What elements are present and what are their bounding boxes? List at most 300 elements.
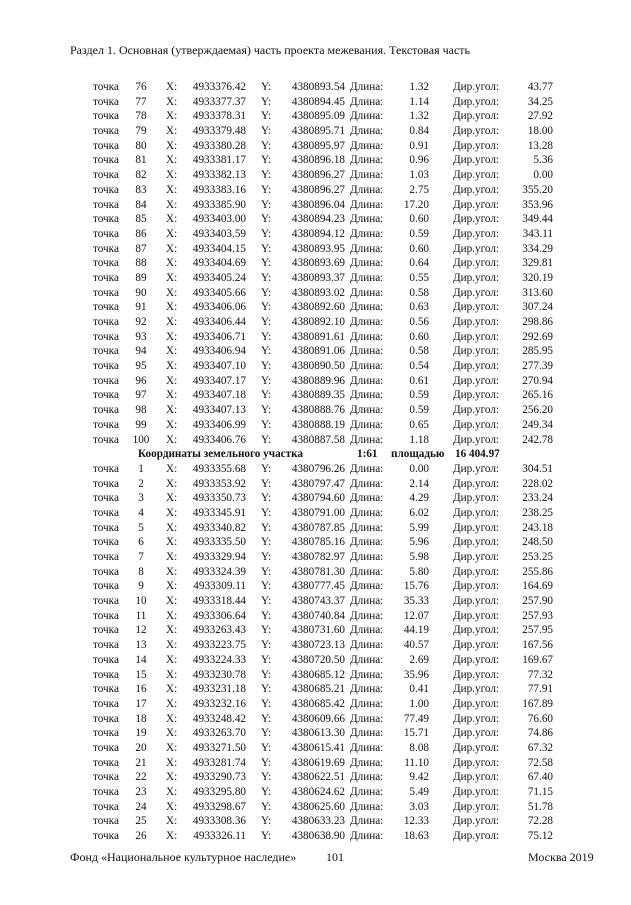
point-label: точка (93, 257, 119, 270)
table-row (0, 609, 631, 624)
length-label: Длина: (350, 800, 384, 813)
angle-value: 329.81 (522, 257, 553, 270)
x-coordinate: 4933404.15 (192, 242, 246, 255)
x-coordinate: 4933224.33 (192, 653, 246, 666)
x-label: X: (166, 404, 178, 417)
point-label: точка (93, 81, 119, 93)
point-number: 94 (135, 345, 147, 358)
length-label: Длина: (350, 404, 384, 417)
y-label: Y: (261, 536, 272, 549)
y-label: Y: (261, 595, 272, 608)
length-label: Длина: (350, 330, 384, 343)
length-label: Длина: (350, 492, 384, 505)
point-label: точка (93, 727, 119, 740)
x-label: X: (166, 242, 178, 255)
length-value: 77.49 (403, 712, 429, 725)
point-label: точка (93, 227, 119, 240)
length-value: 44.19 (403, 624, 429, 637)
table-row (0, 139, 631, 154)
x-coordinate: 4933263.43 (192, 624, 246, 637)
y-label: Y: (261, 771, 272, 784)
angle-label: Дир.угол: (453, 242, 500, 255)
angle-label: Дир.угол: (453, 301, 500, 314)
y-coordinate: 4380777.45 (291, 580, 345, 593)
angle-value: 257.90 (522, 595, 553, 608)
angle-value: 256.20 (522, 404, 553, 417)
angle-label: Дир.угол: (453, 536, 500, 549)
angle-label: Дир.угол: (453, 110, 500, 123)
angle-label: Дир.угол: (453, 433, 500, 446)
point-label: точка (93, 536, 119, 549)
length-label: Длина: (350, 727, 384, 740)
length-label: Длина: (350, 286, 384, 299)
y-coordinate: 4380892.60 (291, 301, 345, 314)
length-label: Длина: (350, 536, 384, 549)
angle-label: Дир.угол: (453, 830, 500, 843)
point-label: точка (93, 683, 119, 696)
angle-value: 77.91 (527, 683, 553, 696)
y-coordinate: 4380887.58 (291, 433, 345, 446)
angle-value: 51.78 (527, 800, 553, 813)
table-row (0, 521, 631, 536)
length-value: 0.91 (409, 139, 429, 152)
angle-value: 353.96 (522, 198, 553, 211)
point-number: 84 (135, 198, 147, 211)
y-coordinate: 4380890.50 (291, 360, 345, 373)
angle-value: 43.77 (527, 81, 553, 93)
angle-value: 18.00 (527, 125, 553, 138)
y-coordinate: 4380888.76 (291, 404, 345, 417)
y-coordinate: 4380638.90 (291, 830, 345, 843)
table-row (0, 271, 631, 286)
point-label: точка (93, 242, 119, 255)
length-label: Длина: (350, 639, 384, 652)
point-label: точка (93, 301, 119, 314)
table-row (0, 668, 631, 683)
length-label: Длина: (350, 95, 384, 108)
x-coordinate: 4933382.13 (192, 169, 246, 182)
table-row (0, 477, 631, 492)
angle-value: 343.11 (522, 227, 553, 240)
point-number: 100 (132, 433, 150, 446)
length-value: 0.64 (409, 257, 429, 270)
y-coordinate: 4380782.97 (291, 551, 345, 563)
length-value: 1.14 (409, 95, 429, 108)
y-label: Y: (261, 830, 272, 843)
angle-value: 233.24 (522, 492, 553, 505)
point-label: точка (93, 815, 119, 828)
x-coordinate: 4933295.80 (192, 786, 246, 798)
point-label: точка (93, 389, 119, 402)
angle-value: 304.51 (522, 462, 553, 475)
x-coordinate: 4933353.92 (192, 477, 246, 490)
point-label: точка (93, 506, 119, 519)
y-coordinate: 4380781.30 (291, 565, 345, 578)
point-number: 90 (135, 286, 147, 299)
angle-value: 257.93 (522, 609, 553, 622)
y-coordinate: 4380893.02 (291, 286, 345, 299)
length-value: 0.61 (409, 374, 429, 387)
point-label: точка (93, 697, 119, 710)
table-row (0, 109, 631, 124)
point-number: 21 (135, 756, 147, 769)
angle-value: 270.94 (522, 374, 553, 387)
length-value: 5.98 (409, 551, 429, 563)
length-value: 0.84 (409, 125, 429, 138)
x-label: X: (166, 286, 178, 299)
length-value: 1.00 (409, 697, 429, 710)
y-label: Y: (261, 741, 272, 754)
angle-label: Дир.угол: (453, 551, 500, 563)
y-label: Y: (261, 271, 272, 284)
x-label: X: (166, 639, 178, 652)
point-label: точка (93, 477, 119, 490)
length-value: 1.32 (409, 110, 429, 123)
length-label: Длина: (350, 154, 384, 167)
y-coordinate: 4380894.12 (291, 227, 345, 240)
length-value: 2.75 (409, 183, 429, 196)
length-label: Длина: (350, 697, 384, 710)
point-label: точка (93, 653, 119, 666)
table-row (0, 227, 631, 242)
point-label: точка (93, 595, 119, 608)
point-label: точка (93, 639, 119, 652)
length-value: 0.60 (409, 330, 429, 343)
x-label: X: (166, 683, 178, 696)
point-label: точка (93, 741, 119, 754)
point-label: точка (93, 800, 119, 813)
y-coordinate: 4380896.27 (291, 183, 345, 196)
point-number: 3 (138, 492, 144, 505)
y-label: Y: (261, 198, 272, 211)
point-label: точка (93, 213, 119, 226)
x-label: X: (166, 712, 178, 725)
point-number: 83 (135, 183, 147, 196)
table-row (0, 183, 631, 198)
point-label: точка (93, 316, 119, 328)
angle-label: Дир.угол: (453, 609, 500, 622)
table-row (0, 124, 631, 139)
length-label: Длина: (350, 830, 384, 843)
angle-value: 253.25 (522, 551, 553, 563)
y-coordinate: 4380731.60 (291, 624, 345, 637)
x-label: X: (166, 139, 178, 152)
length-value: 1.03 (409, 169, 429, 182)
length-label: Длина: (350, 741, 384, 754)
x-coordinate: 4933407.10 (192, 360, 246, 373)
x-label: X: (166, 756, 178, 769)
length-value: 4.29 (409, 492, 429, 505)
point-number: 97 (135, 389, 147, 402)
point-label: точка (93, 462, 119, 475)
point-label: точка (93, 360, 119, 373)
x-label: X: (166, 521, 178, 534)
point-number: 82 (135, 169, 147, 182)
x-coordinate: 4933318.44 (192, 595, 246, 608)
x-coordinate: 4933377.37 (192, 95, 246, 108)
table-row (0, 814, 631, 829)
point-number: 5 (138, 521, 144, 534)
x-label: X: (166, 815, 178, 828)
length-label: Длина: (350, 609, 384, 622)
length-label: Длина: (350, 374, 384, 387)
y-coordinate: 4380893.69 (291, 257, 345, 270)
y-coordinate: 4380895.97 (291, 139, 345, 152)
angle-value: 67.40 (527, 771, 553, 784)
y-coordinate: 4380893.37 (291, 271, 345, 284)
section-scale: 1:61 (357, 448, 378, 461)
angle-label: Дир.угол: (453, 169, 500, 182)
angle-label: Дир.угол: (453, 271, 500, 284)
point-label: точка (93, 345, 119, 358)
point-number: 6 (138, 536, 144, 549)
point-label: точка (93, 580, 119, 593)
length-value: 17.20 (403, 198, 429, 211)
length-value: 0.59 (409, 404, 429, 417)
x-label: X: (166, 653, 178, 666)
table-row (0, 344, 631, 359)
table-row (0, 756, 631, 771)
section-area-label: площадью (391, 448, 445, 461)
x-coordinate: 4933324.39 (192, 565, 246, 578)
table-row (0, 315, 631, 330)
length-value: 2.69 (409, 653, 429, 666)
table-row (0, 550, 631, 565)
x-coordinate: 4933385.90 (192, 198, 246, 211)
table-row (0, 242, 631, 257)
length-value: 11.10 (404, 756, 429, 769)
angle-label: Дир.угол: (453, 506, 500, 519)
angle-label: Дир.угол: (453, 374, 500, 387)
y-label: Y: (261, 154, 272, 167)
point-label: точка (93, 183, 119, 196)
length-value: 0.63 (409, 301, 429, 314)
x-coordinate: 4933329.94 (192, 551, 246, 563)
x-coordinate: 4933376.42 (192, 81, 246, 93)
y-coordinate: 4380720.50 (291, 653, 345, 666)
table-row (0, 785, 631, 800)
point-label: точка (93, 125, 119, 138)
table-row (0, 697, 631, 712)
length-value: 0.59 (409, 227, 429, 240)
angle-value: 5.36 (533, 154, 553, 167)
y-label: Y: (261, 668, 272, 681)
y-label: Y: (261, 462, 272, 475)
point-number: 80 (135, 139, 147, 152)
y-coordinate: 4380794.60 (291, 492, 345, 505)
coordinates-part-1 (0, 80, 631, 447)
angle-value: 307.24 (522, 301, 553, 314)
point-label: точка (93, 198, 119, 211)
x-coordinate: 4933405.24 (192, 271, 246, 284)
x-coordinate: 4933248.42 (192, 712, 246, 725)
point-label: точка (93, 712, 119, 725)
x-coordinate: 4933406.44 (192, 316, 246, 328)
point-number: 88 (135, 257, 147, 270)
x-coordinate: 4933403.00 (192, 213, 246, 226)
x-coordinate: 4933407.13 (192, 404, 246, 417)
x-label: X: (166, 727, 178, 740)
angle-label: Дир.угол: (453, 756, 500, 769)
point-number: 81 (135, 154, 147, 167)
length-label: Длина: (350, 683, 384, 696)
x-coordinate: 4933231.18 (192, 683, 246, 696)
y-label: Y: (261, 330, 272, 343)
length-value: 0.59 (409, 389, 429, 402)
y-coordinate: 4380888.19 (291, 418, 345, 431)
angle-label: Дир.угол: (453, 404, 500, 417)
length-value: 2.14 (409, 477, 429, 490)
y-label: Y: (261, 125, 272, 138)
y-coordinate: 4380892.10 (291, 316, 345, 328)
x-coordinate: 4933407.17 (192, 374, 246, 387)
table-row (0, 579, 631, 594)
y-label: Y: (261, 374, 272, 387)
x-coordinate: 4933230.78 (192, 668, 246, 681)
angle-value: 265.16 (522, 389, 553, 402)
table-row (0, 95, 631, 110)
table-row (0, 491, 631, 506)
y-label: Y: (261, 404, 272, 417)
point-label: точка (93, 374, 119, 387)
length-label: Длина: (350, 360, 384, 373)
point-number: 26 (135, 830, 147, 843)
length-label: Длина: (350, 477, 384, 490)
angle-label: Дир.угол: (453, 580, 500, 593)
point-label: точка (93, 271, 119, 284)
y-label: Y: (261, 316, 272, 328)
y-label: Y: (261, 786, 272, 798)
angle-label: Дир.угол: (453, 257, 500, 270)
coordinates-table (0, 80, 631, 844)
point-label: точка (93, 565, 119, 578)
length-value: 0.58 (409, 345, 429, 358)
point-label: точка (93, 771, 119, 784)
y-coordinate: 4380896.18 (291, 154, 345, 167)
angle-label: Дир.угол: (453, 418, 500, 431)
y-coordinate: 4380625.60 (291, 800, 345, 813)
x-coordinate: 4933290.73 (192, 771, 246, 784)
x-coordinate: 4933403.59 (192, 227, 246, 240)
length-value: 5.96 (409, 536, 429, 549)
y-coordinate: 4380787.85 (291, 521, 345, 534)
x-label: X: (166, 462, 178, 475)
point-label: точка (93, 830, 119, 843)
y-coordinate: 4380615.41 (291, 741, 345, 754)
angle-label: Дир.угол: (453, 653, 500, 666)
angle-value: 285.95 (522, 345, 553, 358)
length-label: Длина: (350, 169, 384, 182)
length-value: 0.00 (409, 462, 429, 475)
length-label: Длина: (350, 551, 384, 563)
point-number: 85 (135, 213, 147, 226)
point-label: точка (93, 330, 119, 343)
angle-value: 242.78 (522, 433, 553, 446)
y-coordinate: 4380685.21 (291, 683, 345, 696)
length-value: 5.80 (409, 565, 429, 578)
length-label: Длина: (350, 242, 384, 255)
length-value: 0.60 (409, 242, 429, 255)
table-row (0, 403, 631, 418)
table-row (0, 462, 631, 477)
angle-value: 320.19 (522, 271, 553, 284)
x-label: X: (166, 198, 178, 211)
point-number: 19 (135, 727, 147, 740)
length-value: 8.08 (409, 741, 429, 754)
length-label: Длина: (350, 521, 384, 534)
point-label: точка (93, 418, 119, 431)
length-label: Длина: (350, 316, 384, 328)
angle-value: 77.32 (527, 668, 553, 681)
point-number: 15 (135, 668, 147, 681)
point-label: точка (93, 609, 119, 622)
angle-label: Дир.угол: (453, 521, 500, 534)
table-row (0, 770, 631, 785)
x-label: X: (166, 418, 178, 431)
y-label: Y: (261, 81, 272, 93)
coordinates-part-2 (0, 462, 631, 844)
table-row (0, 80, 631, 95)
angle-label: Дир.угол: (453, 492, 500, 505)
angle-value: 248.50 (522, 536, 553, 549)
footer-organization: Фонд «Национальное культурное наследие» (70, 850, 297, 864)
x-coordinate: 4933404.69 (192, 257, 246, 270)
y-coordinate: 4380619.69 (291, 756, 345, 769)
point-number: 87 (135, 242, 147, 255)
x-label: X: (166, 213, 178, 226)
y-label: Y: (261, 389, 272, 402)
angle-value: 257.95 (522, 624, 553, 637)
table-row (0, 726, 631, 741)
x-coordinate: 4933381.17 (192, 154, 246, 167)
length-label: Длина: (350, 462, 384, 475)
length-label: Длина: (350, 257, 384, 270)
length-label: Длина: (350, 433, 384, 446)
angle-value: 243.18 (522, 521, 553, 534)
point-number: 23 (135, 786, 147, 798)
point-number: 20 (135, 741, 147, 754)
angle-value: 74.86 (527, 727, 553, 740)
length-value: 15.76 (403, 580, 429, 593)
y-coordinate: 4380893.54 (291, 81, 345, 93)
point-number: 77 (135, 95, 147, 108)
y-label: Y: (261, 286, 272, 299)
y-label: Y: (261, 624, 272, 637)
y-coordinate: 4380797.47 (291, 477, 345, 490)
length-value: 0.58 (409, 286, 429, 299)
length-value: 9.42 (409, 771, 429, 784)
table-row (0, 300, 631, 315)
angle-label: Дир.угол: (453, 624, 500, 637)
y-label: Y: (261, 506, 272, 519)
length-label: Длина: (350, 595, 384, 608)
x-label: X: (166, 433, 178, 446)
y-label: Y: (261, 477, 272, 490)
y-coordinate: 4380895.09 (291, 110, 345, 123)
point-label: точка (93, 756, 119, 769)
x-coordinate: 4933326.11 (193, 830, 246, 843)
angle-value: 228.02 (522, 477, 553, 490)
x-coordinate: 4933407.18 (192, 389, 246, 402)
y-label: Y: (261, 139, 272, 152)
point-number: 86 (135, 227, 147, 240)
x-coordinate: 4933308.36 (192, 815, 246, 828)
length-value: 6.02 (409, 506, 429, 519)
x-coordinate: 4933406.94 (192, 345, 246, 358)
x-label: X: (166, 771, 178, 784)
x-label: X: (166, 110, 178, 123)
angle-label: Дир.угол: (453, 800, 500, 813)
